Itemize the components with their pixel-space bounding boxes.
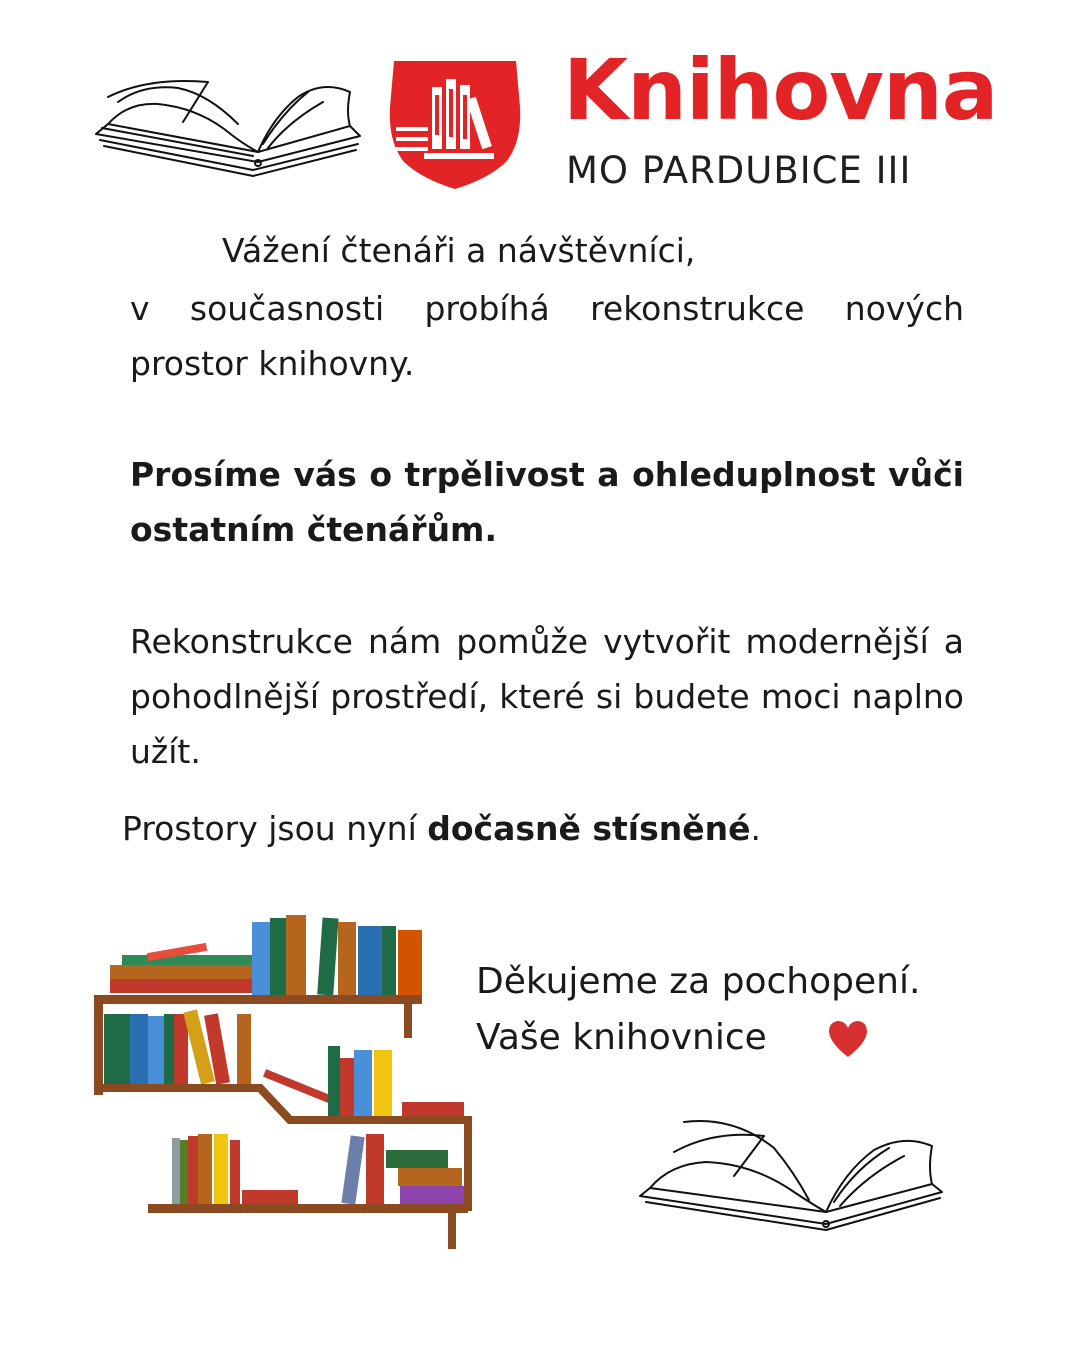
open-book-icon (634, 1112, 948, 1237)
paragraph-reconstruction: v současnosti probíhá rekonstrukce nových prostor knihovny. (130, 289, 964, 383)
paragraph-benefits: Rekonstrukce nám pomůže vytvořit modernější a pohodlnější prostředí, které si budete moci naplno užít. (130, 622, 964, 771)
closing-signature: Vaše knihovnice (476, 1017, 767, 1058)
notice-suffix: . (750, 809, 761, 848)
open-book-icon (88, 62, 368, 197)
heart-icon (826, 1019, 870, 1059)
library-name: Knihovna (563, 41, 998, 139)
notice-prefix: Prostory jsou nyní (122, 809, 428, 848)
library-logo-icon (388, 57, 522, 191)
notice (122, 804, 761, 854)
library-subtitle: MO PARDUBICE III (566, 149, 912, 192)
greeting: Vážení čtenáři a návštěvníci, (222, 231, 696, 270)
bookshelf-illustration (92, 910, 478, 1255)
closing-thanks: Děkujeme za pochopení. (476, 961, 921, 1002)
paragraph-request: Prosíme vás o trpělivost a ohleduplnost vůči ostatním čtenářům. (130, 455, 964, 549)
notice-emphasis: dočasně stísněné (427, 809, 751, 848)
